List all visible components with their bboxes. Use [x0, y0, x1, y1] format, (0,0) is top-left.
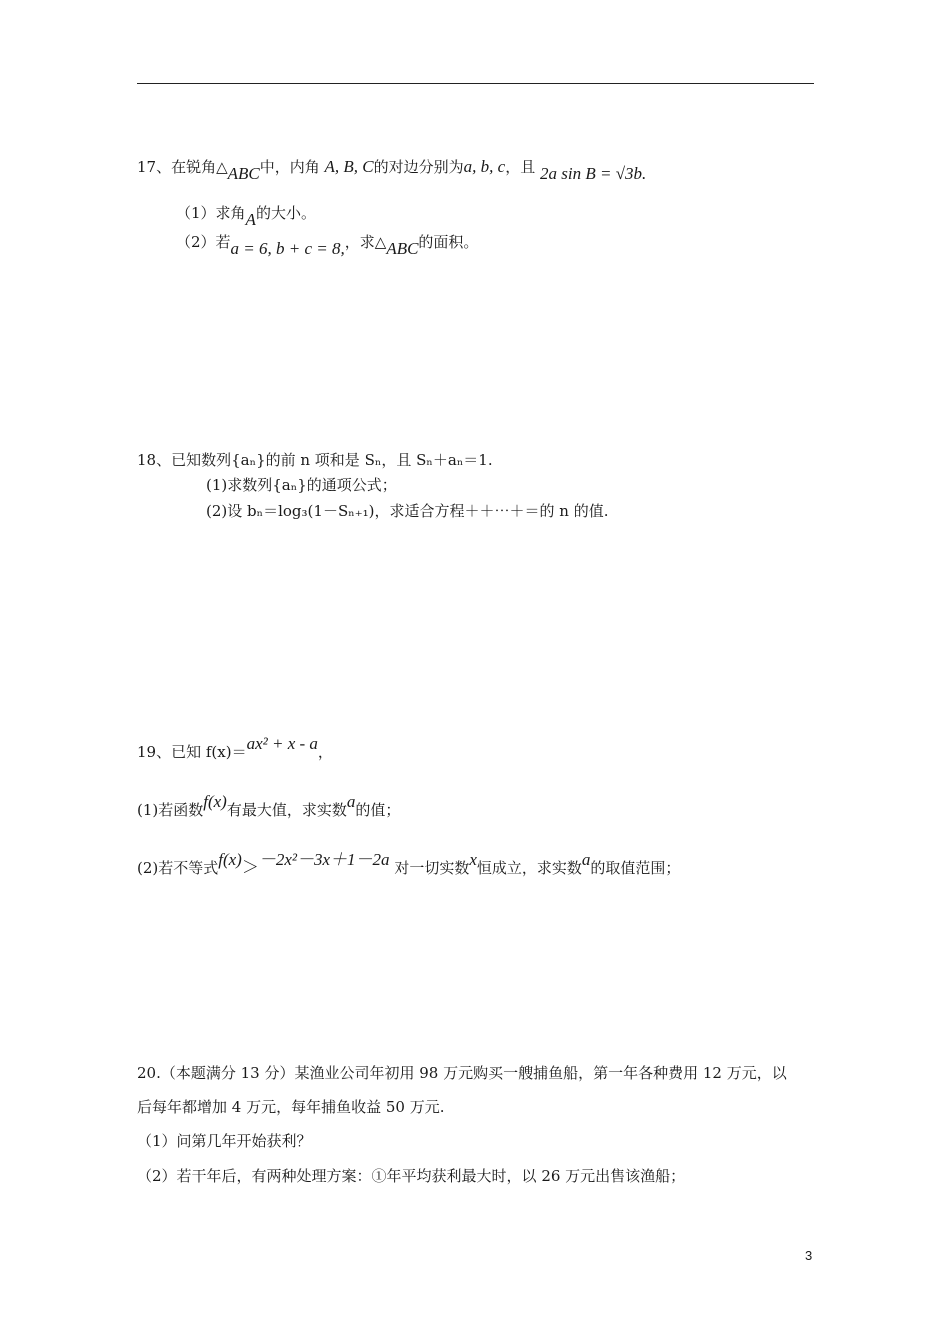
q17-part2-text: ，求△	[344, 233, 387, 251]
q17-triangle-name: ABC	[227, 164, 260, 183]
q19-var-x: x	[469, 850, 477, 869]
q19-gt-sign: ＞	[241, 858, 259, 877]
q19-part2-label: (2)若不等式	[137, 859, 219, 877]
q18-line-2: (1)求数列{aₙ}的通项公式；	[206, 476, 397, 494]
q19-text: 19、已知 f(x)＝	[137, 743, 247, 761]
q19-part2-text: 的取值范围；	[590, 859, 681, 877]
q18-line-1: 18、已知数列{aₙ}的前 n 项和是 Sₙ，且 Sₙ＋aₙ＝1.	[137, 451, 493, 469]
q17-part1-label: （1）求角	[176, 204, 246, 222]
q19-line-1	[137, 734, 333, 762]
q20-line-4: （2）若干年后，有两种处理方案：①年平均获利最大时，以 26 万元出售该渔船；	[137, 1167, 686, 1185]
q17-triangle-name: ABC	[386, 239, 419, 258]
q19-fx: f(x)	[203, 792, 227, 811]
q17-angles: A, B, C	[324, 157, 374, 176]
q17-line-2	[176, 203, 316, 229]
q17-condition: a = 6, b + c = 8,	[230, 239, 345, 258]
q19-line-2	[137, 792, 401, 820]
q20-line-1: 20.（本题满分 13 分）某渔业公司年初用 98 万元购买一艘捕鱼船，第一年各种费用 12 万元，以	[137, 1064, 787, 1082]
q19-rhs: －2x²－3x＋1－2a	[258, 850, 390, 869]
q19-fx: f(x)	[218, 850, 242, 869]
q19-part2-text: 恒成立，求实数	[476, 859, 582, 877]
q19-function: ax² + x - a	[246, 734, 318, 753]
q17-part2-text: 的面积。	[418, 233, 479, 251]
header-rule	[137, 83, 814, 84]
q20-line-2: 后每年都增加 4 万元，每年捕鱼收益 50 万元.	[137, 1098, 445, 1116]
q17-line-1	[137, 157, 647, 183]
q19-text: ，	[317, 743, 333, 761]
q17-text: 17、在锐角△	[137, 158, 228, 176]
q17-sides: a, b, c	[463, 157, 506, 176]
q19-part1-text: 有最大值，求实数	[226, 801, 347, 819]
q17-text: 中，内角	[259, 158, 320, 176]
q17-equation: 2a sin B = √3b.	[540, 164, 647, 183]
page-number: 3	[805, 1248, 813, 1263]
q18-line-3: (2)设 bₙ＝log₃(1－Sₙ₊₁)，求适合方程＋＋⋯＋＝的 n 的值.	[206, 502, 609, 520]
q17-text: ，且	[505, 158, 536, 176]
q20-line-3: （1）问第几年开始获利？	[137, 1132, 312, 1150]
q19-var-a: a	[346, 792, 356, 811]
q19-part1-text: 的值；	[355, 801, 401, 819]
q19-var-a: a	[581, 850, 591, 869]
q17-text: 的对边分别为	[373, 158, 464, 176]
q17-part2-label: （2）若	[176, 233, 231, 251]
q19-part2-text: 对一切实数	[394, 859, 470, 877]
q17-angle-a: A	[245, 210, 256, 229]
q17-line-3	[176, 232, 479, 258]
q17-part1-text: 的大小。	[255, 204, 316, 222]
q19-part1-label: (1)若函数	[137, 801, 204, 819]
q19-line-3	[137, 850, 681, 878]
